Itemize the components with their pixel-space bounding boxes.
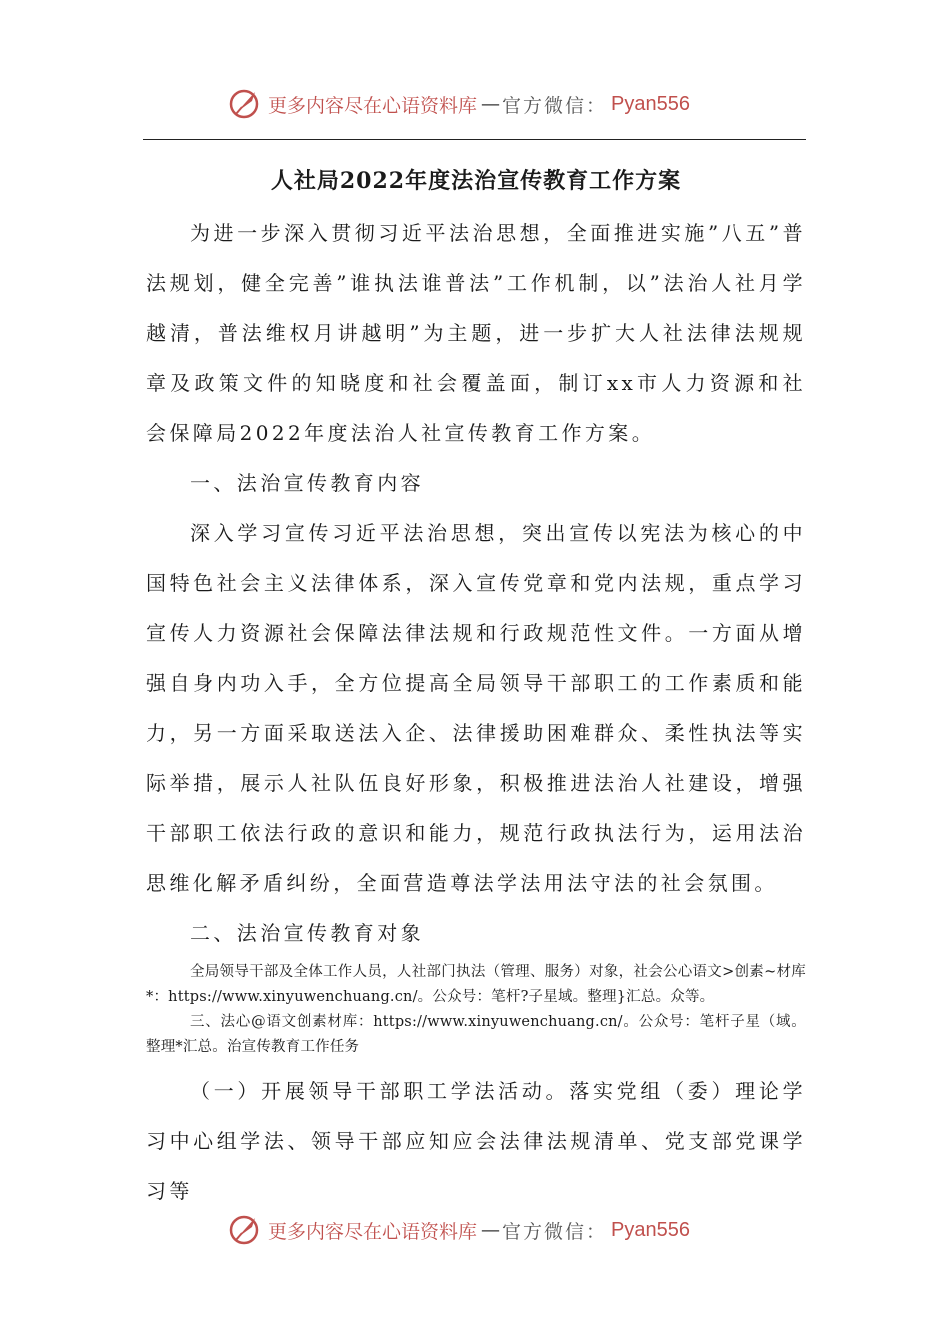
section-heading-1: 一、法治宣传教育内容: [190, 471, 424, 495]
quill-logo-icon: [228, 1213, 262, 1247]
small-paragraph-1: 全局领导干部及全体工作人员，人社部门执法（管理、服务）对象，社会公心语文>创素~材库*：https://www.xinyuwenchuang.cn/。公众号：笔杆?子星域。整理}汇总。众等。: [146, 964, 806, 1005]
banner-dash: —: [481, 1219, 499, 1241]
header-banner: [228, 84, 690, 124]
header-rule: [143, 139, 806, 140]
banner-dash: —: [481, 93, 499, 115]
task-paragraph: （一）开展领导干部职工学法活动。落实党组（委）理论学习中心组学法、领导干部应知应会法律法规清单、党支部党课学习等: [146, 1079, 806, 1203]
banner-text: 更多内容尽在心语资料库: [268, 1220, 478, 1243]
small-paragraph-2: 三、法心@语文创素材库：https://www.xinyuwenchuang.cn/。公众号：笔杆子星（域。整理*汇总。治宣传教育工作任务: [146, 1014, 806, 1055]
document-title: 人社局2022年度法治宣传教育工作方案: [270, 168, 682, 194]
section-heading-2: 二、法治宣传教育对象: [190, 921, 424, 945]
footer-banner: [228, 1210, 690, 1250]
content-paragraph: 深入学习宣传习近平法治思想，突出宣传以宪法为核心的中国特色社会主义法律体系，深入宣传党章和党内法规，重点学习宣传人力资源社会保障法律法规和行政规范性文件。一方面从增强自身内功入手，全方位提高全局领导干部职工的工作素质和能力，另一方面采取送法入企、法律援助困难群众、柔性执法等实际举措，展示人社队伍良好形象，积极推进法治人社建设，增强干部职工依法行政的意识和能力，规范行政执法行为，运用法治思维化解矛盾纠纷，全面营造尊法学法用法守法的社会氛围。: [146, 521, 806, 895]
banner-text: 更多内容尽在心语资料库: [268, 94, 478, 117]
banner-official-label: 官方微信：: [502, 1220, 608, 1243]
banner-wechat-id: Pyan556: [611, 1218, 690, 1241]
document-body: [146, 158, 806, 1216]
quill-logo-icon: [228, 87, 262, 121]
banner-wechat-id: Pyan556: [611, 92, 690, 115]
banner-official-label: 官方微信：: [502, 94, 608, 117]
intro-paragraph: 为进一步深入贯彻习近平法治思想，全面推进实施”八五”普法规划，健全完善”谁执法谁普法”工作机制，以”法治人社月学越清，普法维权月讲越明”为主题，进一步扩大人社法律法规规章及政策文件的知晓度和社会覆盖面，制订xx市人力资源和社会保障局2022年度法治人社宣传教育工作方案。: [146, 221, 806, 445]
